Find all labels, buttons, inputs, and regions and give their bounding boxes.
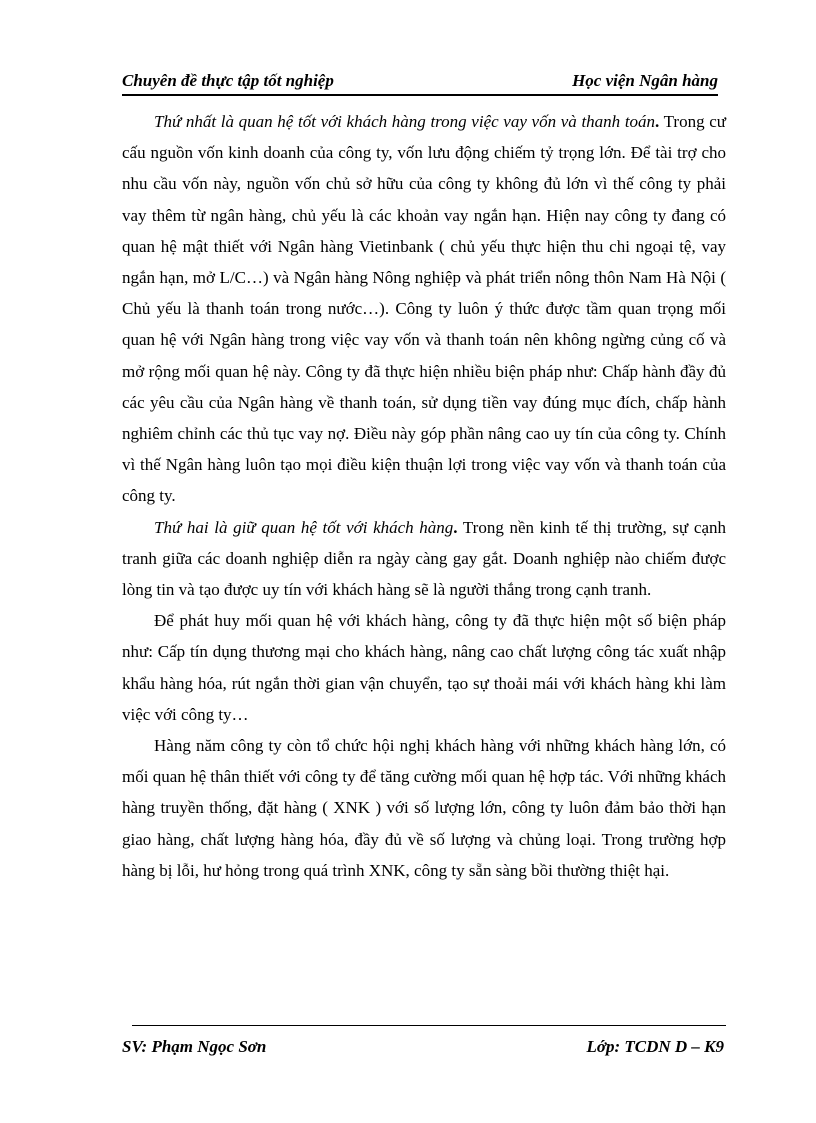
- paragraph-measures: [122, 605, 726, 730]
- paragraph-text: Để phát huy mối quan hệ với khách hàng, công ty đã thực hiện một số biện pháp như: Cấp tín dụng thương mại cho khách hàng, nâng cao chất lượng công tác xuất nhập khẩu hàng hóa, rút ngắn thời gian vận chuyển, tạo sự thoải mái với khách hàng khi làm việc với công ty…: [122, 611, 726, 724]
- footer-class-code: Lớp: TCDN D – K9: [586, 1037, 724, 1056]
- page-header: [122, 70, 718, 96]
- paragraph-text: Trong cư cấu nguồn vốn kinh doanh của công ty, vốn lưu động chiếm tỷ trọng lớn. Để tài trợ cho nhu cầu vốn này, nguồn vốn chủ sở hữu của công ty không đủ lớn vì thế công ty phải vay thêm từ ngân hàng, chủ yếu là các khoản vay ngắn hạn. Hiện nay công ty đang có quan hệ mật thiết với Ngân hàng Vietinbank ( chủ yếu thực hiện thu chi ngoại tệ, vay ngắn hạn, mở L/C…) và Ngân hàng Nông nghiệp và phát triển nông thôn Nam Hà Nội ( Chủ yếu là thanh toán trong nước…). Công ty luôn ý thức được tầm quan trọng mối quan hệ với Ngân hàng trong việc vay vốn và thanh toán nên không ngừng củng cố và mở rộng mối quan hệ này. Công ty đã thực hiện nhiều biện pháp như: Chấp hành đầy đủ các yêu cầu của Ngân hàng về thanh toán, sử dụng tiền vay đúng mục đích, chấp hành nghiêm chỉnh các thủ tục vay nợ. Điều này góp phần nâng cao uy tín của công ty. Chính vì thế Ngân hàng luôn tạo mọi điều kiện thuận lợi trong việc vay vốn và thanh toán của công ty.: [122, 112, 726, 506]
- paragraph-lead: Thứ nhất là quan hệ tốt với khách hàng trong việc vay vốn và thanh toán: [154, 112, 656, 131]
- paragraph-text: Hàng năm công ty còn tổ chức hội nghị khách hàng với những khách hàng lớn, có mối quan hệ thân thiết với công ty để tăng cường mối quan hệ hợp tác. Với những khách hàng truyền thống, đặt hàng ( XNK ) với số lượng lớn, công ty luôn đảm bảo thời hạn giao hàng, chất lượng hàng hóa, đầy đủ về số lượng và chủng loại. Trong trường hợp hàng bị lỗi, hư hỏng trong quá trình XNK, công ty sẵn sàng bồi thường thiệt hại.: [122, 736, 726, 880]
- header-document-title: Chuyên đề thực tập tốt nghiệp: [122, 71, 334, 90]
- paragraph-text: Trong nền kinh tế thị trường, sự cạnh tranh giữa các doanh nghiệp diễn ra ngày càng gay gắt. Doanh nghiệp nào chiếm được lòng tin và tạo được uy tín với khách hàng sẽ là người thắng trong cạnh tranh.: [122, 517, 726, 600]
- paragraph-bank-relations: [122, 106, 726, 512]
- paragraph-customer-relations: [122, 512, 726, 606]
- footer-student-name: SV: Phạm Ngọc Sơn: [122, 1037, 267, 1056]
- paragraph-lead-end: .: [655, 112, 660, 131]
- header-institution: Học viện Ngân hàng: [572, 71, 718, 90]
- paragraph-annual-conference: [122, 730, 726, 886]
- paragraph-lead: Thứ hai là giữ quan hệ tốt với khách hàng: [154, 517, 454, 537]
- footer-divider: [132, 1025, 726, 1026]
- document-body: [122, 106, 726, 886]
- paragraph-lead-end: .: [453, 517, 458, 537]
